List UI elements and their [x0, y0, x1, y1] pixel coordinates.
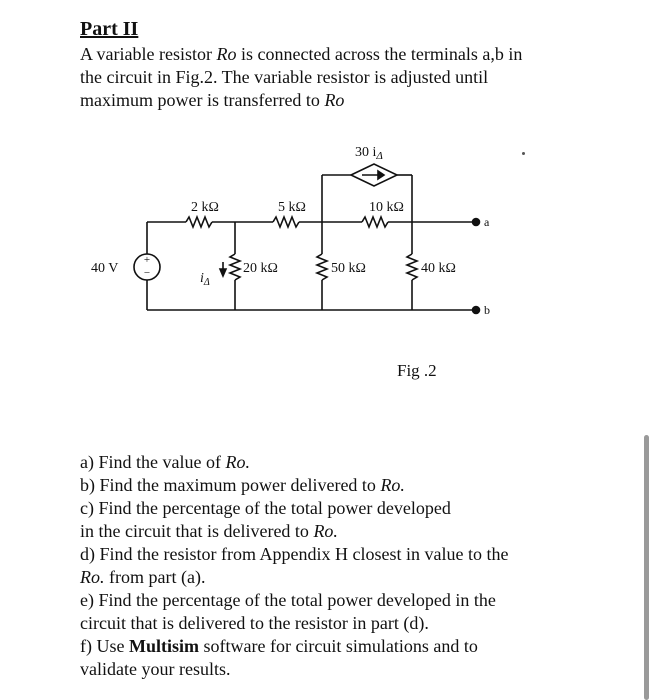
terminal-b-dot — [473, 307, 480, 314]
terminal-a-dot — [473, 219, 480, 226]
resistor-10k — [362, 217, 388, 227]
ro-symbol: Ro — [324, 90, 345, 110]
label-50k: 50 kΩ — [331, 261, 366, 276]
resistor-2k — [186, 217, 212, 227]
source-minus: − — [143, 267, 151, 279]
figure-caption: Fig .2 — [397, 361, 437, 380]
intro-text: A variable resistor — [80, 44, 217, 64]
current-label: $i_\Delta$ — [200, 271, 210, 288]
question-b: b) Find the maximum power delivered to Ro. — [80, 475, 405, 495]
dep-source-label: 30 $i_\Delta$ — [355, 145, 383, 162]
source-label: 40 V — [91, 261, 119, 276]
part-title: Part II — [80, 18, 139, 40]
label-20k: 20 kΩ — [243, 261, 278, 276]
ro-symbol: Ro — [216, 44, 237, 64]
terminal-b-label: b — [484, 303, 490, 317]
label-5k: 5 kΩ — [278, 200, 306, 215]
resistor-20k — [230, 254, 240, 280]
label-40k: 40 kΩ — [421, 261, 456, 276]
intro-text: the circuit in Fig.2. The variable resistor is adjusted until — [80, 67, 489, 87]
resistor-50k — [317, 254, 327, 280]
question-a: a) Find the value of Ro. — [80, 452, 250, 472]
resistor-5k — [273, 217, 299, 227]
question-e: e) Find the percentage of the total power developed in the circuit that is delivered to the resistor in part (d). — [80, 590, 496, 633]
intro-text: maximum power is transferred to — [80, 90, 325, 110]
label-2k: 2 kΩ — [191, 200, 219, 215]
source-plus: + — [143, 254, 151, 266]
scrollbar[interactable] — [644, 435, 649, 700]
question-c: c) Find the percentage of the total power developed in the circuit that is delivered to Ro. — [80, 498, 451, 541]
question-f: f) Use Multisim software for circuit simulations and to validate your results. — [80, 636, 478, 679]
terminal-a-label: a — [484, 215, 490, 229]
question-d: d) Find the resistor from Appendix H closest in value to the Ro. from part (a). — [80, 544, 509, 587]
resistor-40k — [407, 254, 417, 280]
label-10k: 10 kΩ — [369, 200, 404, 215]
intro-text: is connected across the terminals a,b in — [236, 44, 523, 64]
